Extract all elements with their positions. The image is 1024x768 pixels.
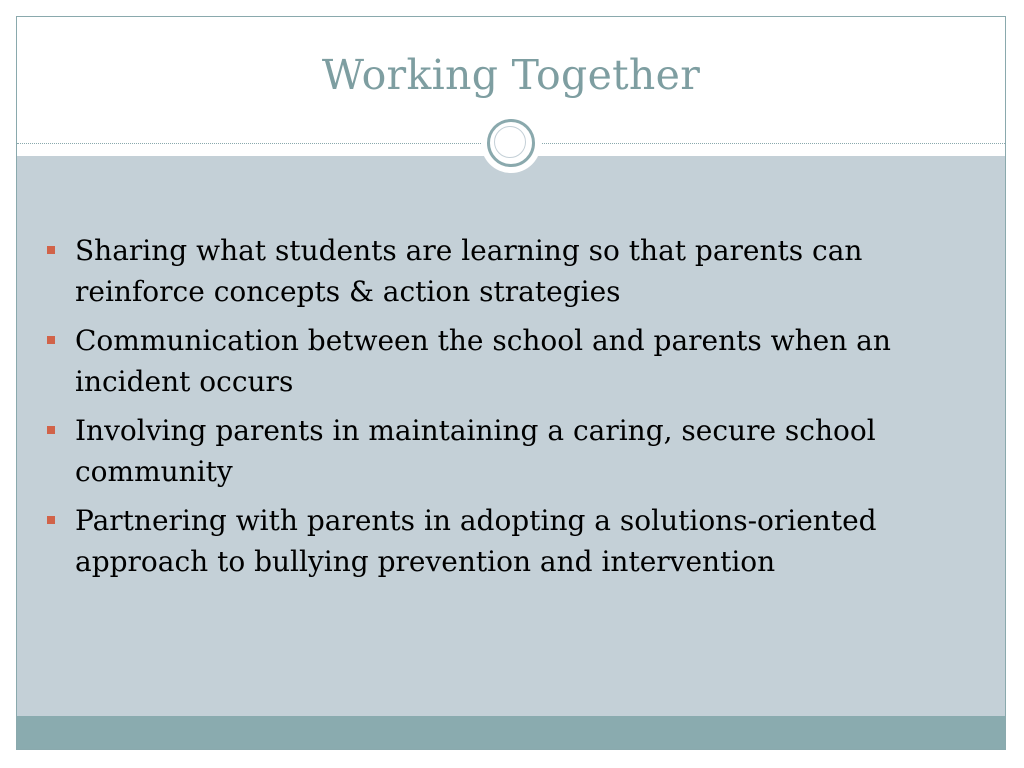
bullet-text: Partnering with parents in adopting a solutions-oriented approach to bullying prevention and intervention xyxy=(75,504,877,578)
bullet-list xyxy=(47,230,947,590)
square-bullet-icon xyxy=(47,426,55,434)
square-bullet-icon xyxy=(47,516,55,524)
slide xyxy=(16,16,1006,750)
list-item xyxy=(47,230,947,312)
list-item xyxy=(47,500,947,582)
list-item xyxy=(47,320,947,402)
square-bullet-icon xyxy=(47,246,55,254)
slide-title: Working Together xyxy=(321,51,701,99)
ornament-inner-ring xyxy=(494,126,526,158)
list-item xyxy=(47,410,947,492)
bullet-text: Communication between the school and parents when an incident occurs xyxy=(75,324,891,398)
bullet-text: Sharing what students are learning so that parents can reinforce concepts & action strategies xyxy=(75,234,863,308)
footer-bar xyxy=(17,716,1005,750)
square-bullet-icon xyxy=(47,336,55,344)
bullet-text: Involving parents in maintaining a caring, secure school community xyxy=(75,414,876,488)
